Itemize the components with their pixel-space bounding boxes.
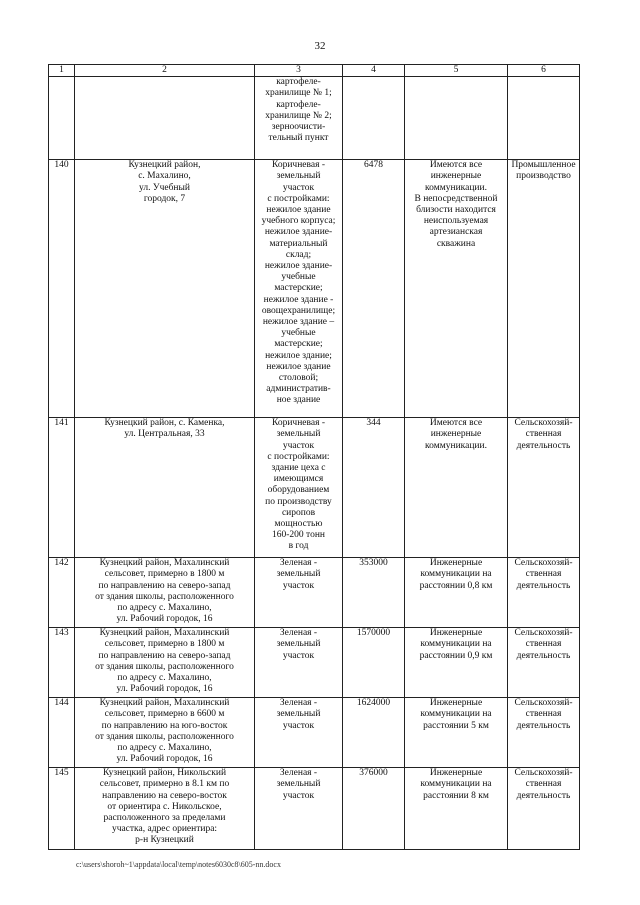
cell-purpose: Сельскохозяй- ственная деятельность — [508, 768, 580, 850]
cell-communications: Инженерные коммуникации на расстоянии 8 км — [405, 768, 508, 850]
header-col-4: 4 — [343, 65, 405, 77]
cell-num: 145 — [49, 768, 75, 850]
cell-num: 141 — [49, 418, 75, 558]
table-row — [49, 418, 580, 558]
cell-description: Коричневая - земельный участок с постройками: здание цеха с имеющимся оборудованием по производству сиропов мощностью 160-200 тонн в год — [255, 418, 343, 558]
header-col-2: 2 — [75, 65, 255, 77]
cell-description: Зеленая - земельный участок — [255, 558, 343, 628]
cell-area: 376000 — [343, 768, 405, 850]
cell-purpose: Сельскохозяй- ственная деятельность — [508, 418, 580, 558]
land-plots-table — [48, 64, 580, 850]
cell-communications: Инженерные коммуникации на расстоянии 0,9 км — [405, 628, 508, 698]
cell-area: 6478 — [343, 160, 405, 418]
header-col-3: 3 — [255, 65, 343, 77]
cell-communications: Имеются все инженерные коммуникации. В непосредственной близости находится неиспользуемая артезианская скважина — [405, 160, 508, 418]
cell-num: 143 — [49, 628, 75, 698]
table-row — [49, 698, 580, 768]
cell-communications — [405, 77, 508, 160]
cell-communications: Инженерные коммуникации на расстоянии 0,8 км — [405, 558, 508, 628]
table-row — [49, 558, 580, 628]
cell-description: Коричневая - земельный участок с постройками: нежилое здание учебного корпуса; нежилое здание- материальный склад; нежилое здание- учебные мастерские; нежилое здание - овощехранилище; нежилое здание – учебные мастерские; нежилое здание; нежилое здание столовой; административ- ное здание — [255, 160, 343, 418]
cell-area: 344 — [343, 418, 405, 558]
cell-communications: Имеются все инженерные коммуникации. — [405, 418, 508, 558]
table-row — [49, 77, 580, 160]
cell-location — [75, 77, 255, 160]
cell-area: 1624000 — [343, 698, 405, 768]
cell-description: Зеленая - земельный участок — [255, 768, 343, 850]
cell-location: Кузнецкий район, с. Махалино, ул. Учебный городок, 7 — [75, 160, 255, 418]
header-col-1: 1 — [49, 65, 75, 77]
cell-num: 140 — [49, 160, 75, 418]
cell-area — [343, 77, 405, 160]
cell-description: картофеле- хранилище № 1; картофеле- хранилище № 2; зерноочисти- тельный пункт — [255, 77, 343, 160]
header-row — [49, 65, 580, 77]
cell-location: Кузнецкий район, Никольский сельсовет, примерно в 8.1 км по направлению на северо-восток от ориентира с. Никольское, расположенного за пределами участка, адрес ориентира: р-н Кузнецкий — [75, 768, 255, 850]
cell-location: Кузнецкий район, с. Каменка, ул. Центральная, 33 — [75, 418, 255, 558]
cell-purpose: Сельскохозяй- ственная деятельность — [508, 558, 580, 628]
cell-num — [49, 77, 75, 160]
cell-area: 353000 — [343, 558, 405, 628]
footer-file-path: c:\users\shoroh~1\appdata\local\temp\notes6030c8\605-nn.docx — [76, 860, 281, 869]
table-row — [49, 628, 580, 698]
header-col-6: 6 — [508, 65, 580, 77]
cell-location: Кузнецкий район, Махалинский сельсовет, примерно в 1800 м по направлению на северо-запад от здания школы, расположенного по адресу с. Махалино, ул. Рабочий городок, 16 — [75, 558, 255, 628]
cell-purpose: Сельскохозяй- ственная деятельность — [508, 698, 580, 768]
table-row — [49, 160, 580, 418]
cell-description: Зеленая - земельный участок — [255, 698, 343, 768]
cell-purpose: Сельскохозяй- ственная деятельность — [508, 628, 580, 698]
cell-location: Кузнецкий район, Махалинский сельсовет, примерно в 1800 м по направлению на северо-запад от здания школы, расположенного по адресу с. Махалино, ул. Рабочий городок, 16 — [75, 628, 255, 698]
cell-num: 144 — [49, 698, 75, 768]
cell-purpose — [508, 77, 580, 160]
cell-area: 1570000 — [343, 628, 405, 698]
page-number: 32 — [314, 40, 326, 52]
cell-location: Кузнецкий район, Махалинский сельсовет, примерно в 6600 м по направлению на юго-восток от здания школы, расположенного по адресу с. Махалино, ул. Рабочий городок, 16 — [75, 698, 255, 768]
cell-num: 142 — [49, 558, 75, 628]
cell-communications: Инженерные коммуникации на расстоянии 5 км — [405, 698, 508, 768]
header-col-5: 5 — [405, 65, 508, 77]
table-row — [49, 768, 580, 850]
cell-purpose: Промышленное производство — [508, 160, 580, 418]
cell-description: Зеленая - земельный участок — [255, 628, 343, 698]
